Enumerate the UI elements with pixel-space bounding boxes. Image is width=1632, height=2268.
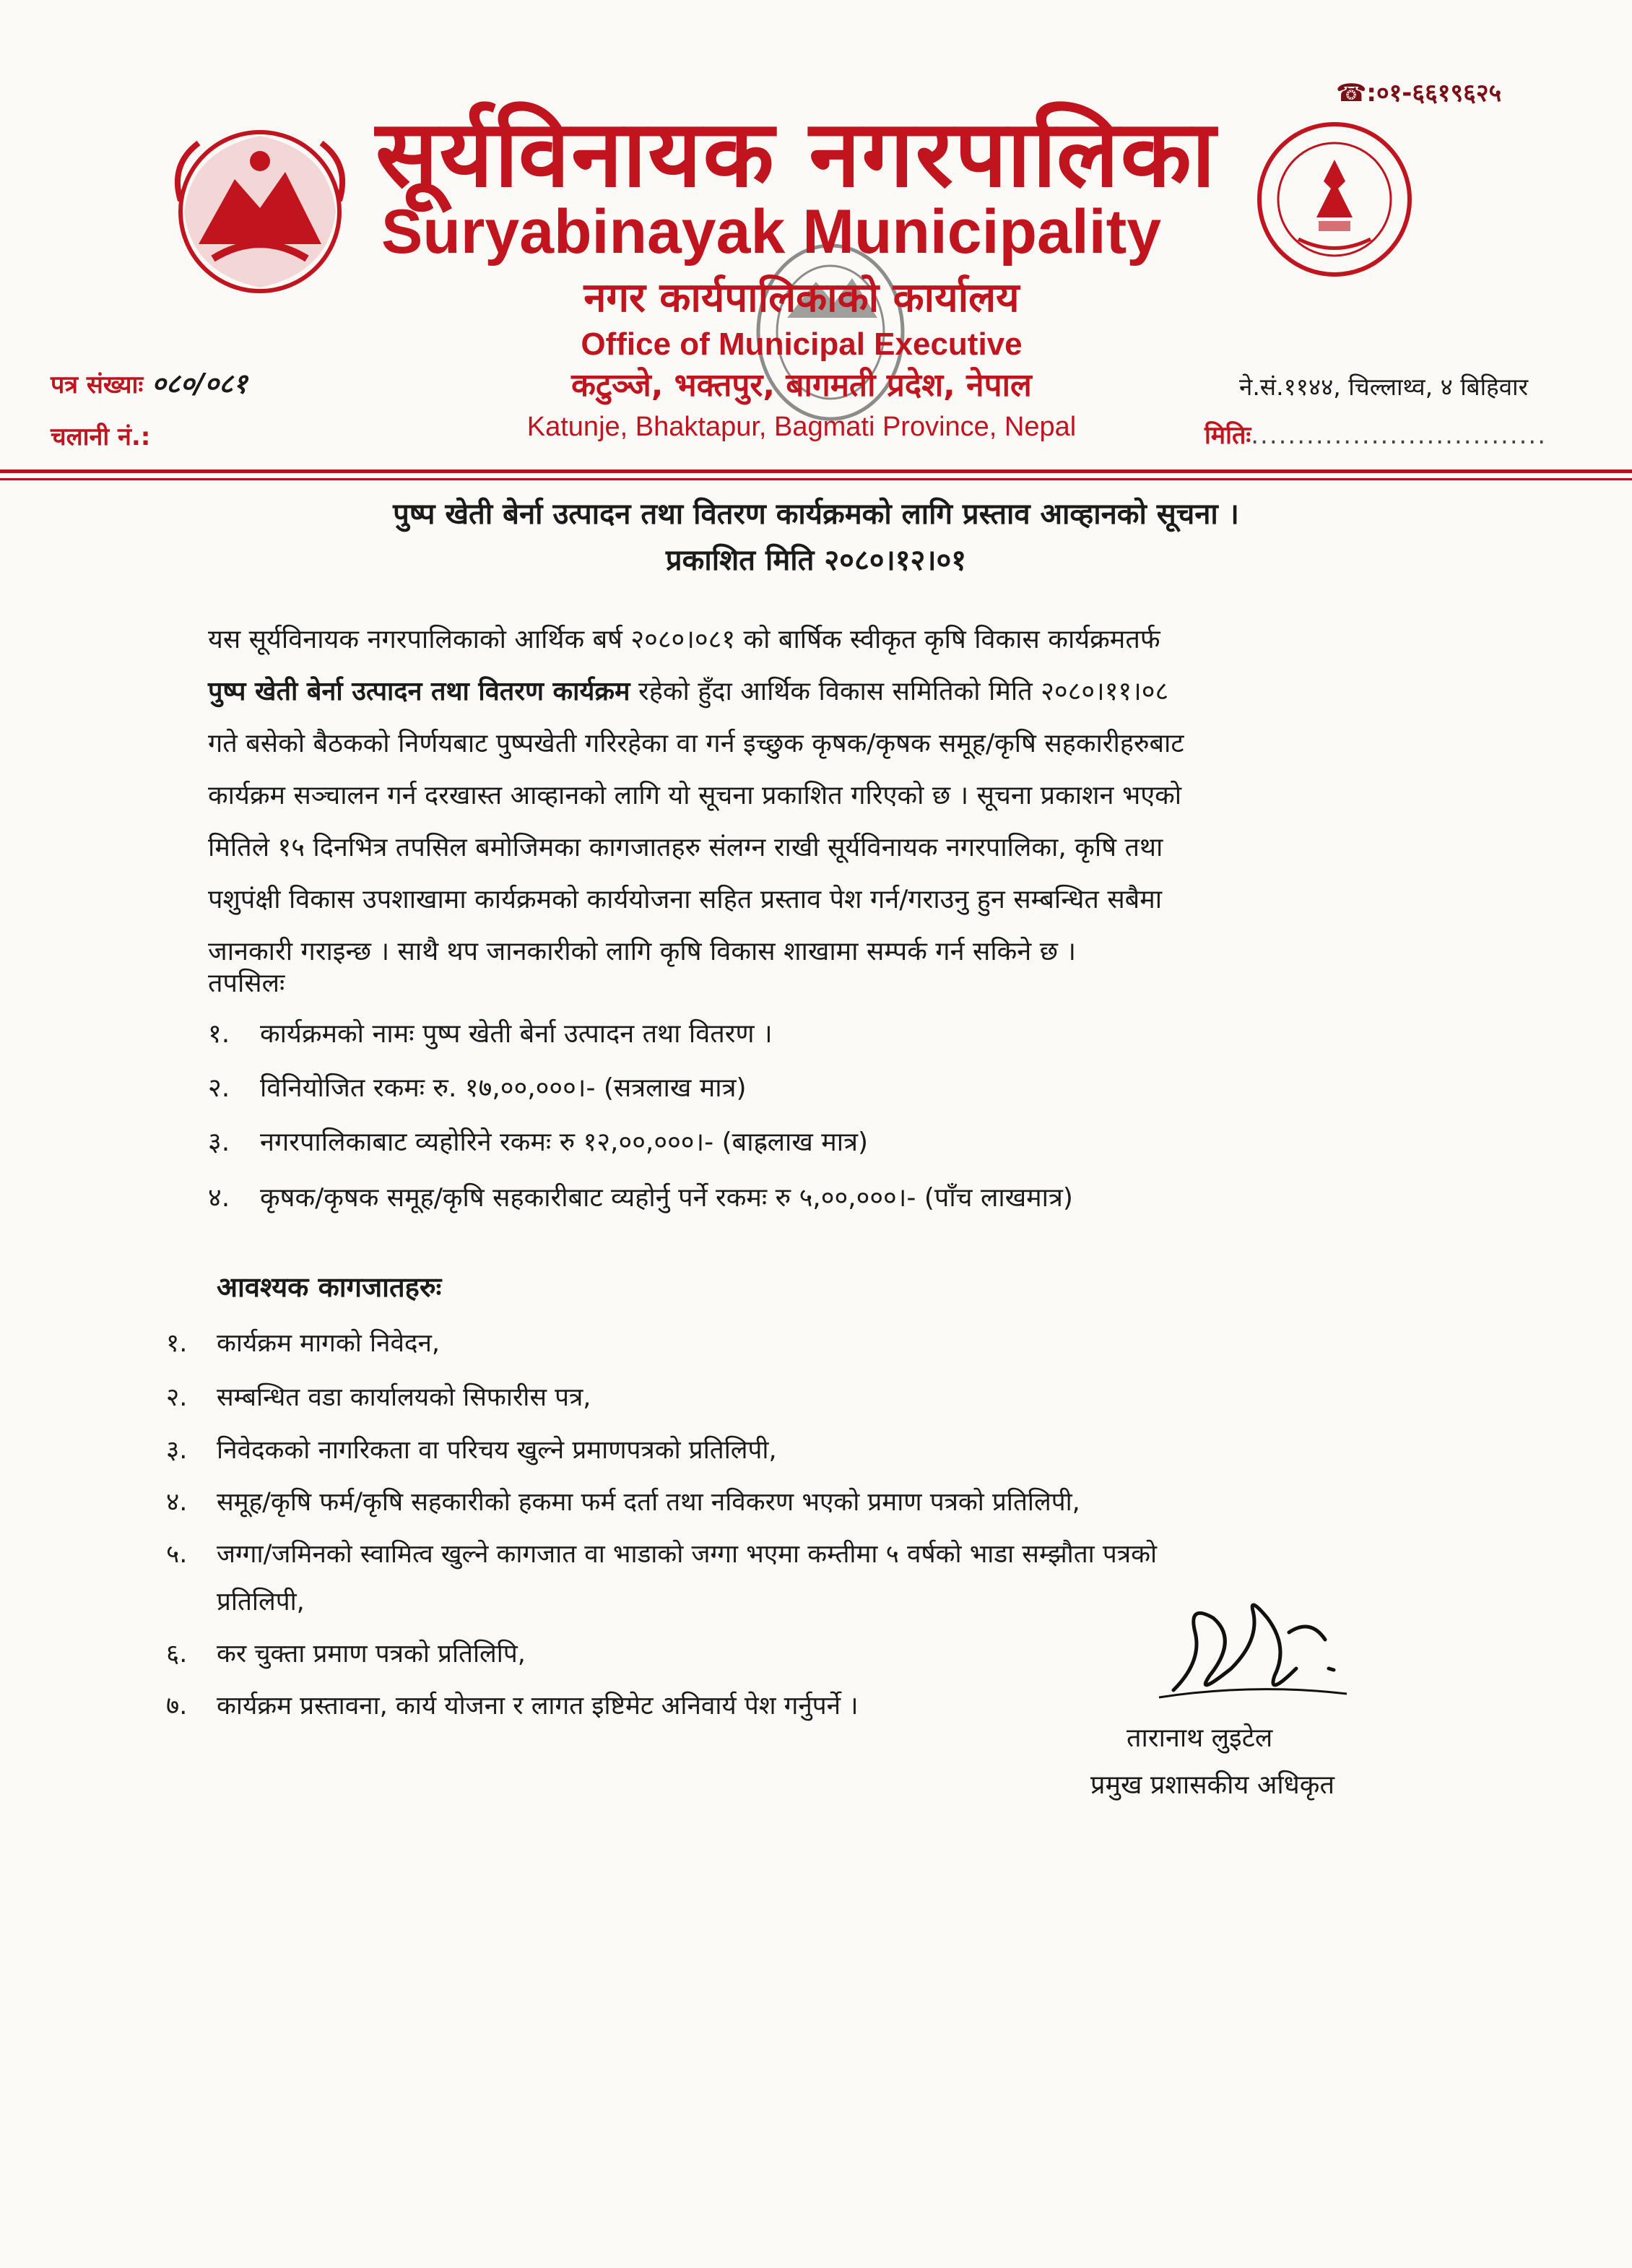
detail-item: ४. कृषक/कृषक समूह/कृषि सहकारीबाट व्यहोर्नु पर्ने रकमः रु ५,००,०००।- (पाँच लाखमात्र) <box>208 1183 1073 1213</box>
body-line: मितिले १५ दिनभित्र तपसिल बमोजिमका कागजातहरु संलग्न राखी सूर्यविनायक नगरपालिका, कृषि तथा <box>208 833 1163 862</box>
body-line: जानकारी गराइन्छ । साथै थप जानकारीको लागि कृषि विकास शाखामा सम्पर्क गर्न सकिने छ । <box>208 937 1077 966</box>
notice-body <box>208 614 1486 978</box>
date-value: ................................ <box>1251 421 1548 450</box>
date-label: मितिः <box>1205 421 1251 450</box>
document-item: ७. कार्यक्रम प्रस्तावना, कार्य योजना र लागत इष्टिमेट अनिवार्य पेश गर्नुपर्ने । <box>166 1692 859 1721</box>
detail-item: १. कार्यक्रमको नामः पुष्प खेती बेर्ना उत्पादन तथा वितरण । <box>208 1019 773 1049</box>
detail-item: २. विनियोजित रकमः रु. १७,००,०००।- (सत्रलाख मात्र) <box>208 1073 747 1103</box>
office-english: Office of Municipal Executive <box>581 326 1023 362</box>
notice-title: पुष्प खेती बेर्ना उत्पादन तथा वितरण कार्यक्रमको लागि प्रस्ताव आव्हानको सूचना । <box>393 498 1239 531</box>
date-field <box>1205 417 1547 451</box>
signature-icon <box>1145 1589 1361 1719</box>
header-divider <box>0 469 1632 473</box>
program-name-bold: पुष्प खेती बेर्ना उत्पादन तथा वितरण कार्यक्रम <box>208 677 630 706</box>
document-item: ५. जग्गा/जमिनको स्वामित्व खुल्ने कागजात वा भाडाको जग्गा भएमा कम्तीमा ५ वर्षको भाडा सम्झौता पत्रको <box>166 1540 1158 1569</box>
body-line: पशुपंक्षी विकास उपशाखामा कार्यक्रमको कार्ययोजना सहित प्रस्ताव पेश गर्न/गराउनु हुन सम्बन्धित सबैमा <box>208 885 1163 914</box>
document-item: २. सम्बन्धित वडा कार्यालयको सिफारीस पत्र, <box>166 1383 591 1412</box>
detail-item: ३. नगरपालिकाबाट व्यहोरिने रकमः रु १२,००,०००।- (बाह्रलाख मात्र) <box>208 1127 869 1157</box>
details-label: तपसिलः <box>208 969 285 998</box>
address-nepali: कटुञ्जे, भक्तपुर, बागमती प्रदेश, नेपाल <box>571 367 1032 404</box>
letter-number-label: पत्र संख्याः <box>51 371 144 399</box>
document-item: १. कार्यक्रम मागको निवेदन, <box>166 1329 440 1358</box>
office-nepali: नगर कार्यपालिकाको कार्यालय <box>583 274 1020 321</box>
dispatch-number-label: चलानी नं.: <box>51 423 151 451</box>
phone-number: ☎:०१-६६१९६२५ <box>1336 79 1502 108</box>
signatory-post: प्रमुख प्रशासकीय अधिकृत <box>1090 1770 1334 1800</box>
document-item: ३. निवेदकको नागरिकता वा परिचय खुल्ने प्रमाणपत्रको प्रतिलिपी, <box>166 1436 777 1465</box>
nepal-emblem-icon <box>170 121 350 302</box>
body-line: गते बसेको बैठकको निर्णयबाट पुष्पखेती गरिरहेका वा गर्न इच्छुक कृषक/कृषक समूह/कृषि सहकारीहरुबाट <box>208 729 1184 758</box>
header-divider-thin <box>0 478 1632 480</box>
letter-number-value: ०८०/०८१ <box>152 368 248 399</box>
nepal-sambat-date: ने.सं.११४४, चिल्लाथ्व, ४ बिहिवार <box>1239 373 1529 401</box>
address-english: Katunje, Bhaktapur, Bagmati Province, Nepal <box>526 412 1077 442</box>
required-documents-label: आवश्यक कागजातहरुः <box>217 1271 442 1303</box>
letter-number <box>51 370 247 397</box>
document-item: प्रतिलिपी, <box>217 1588 305 1616</box>
document-item: ६. कर चुक्ता प्रमाण पत्रको प्रतिलिपि, <box>166 1640 526 1668</box>
title-english: Suryabinayak Municipality <box>381 197 1162 267</box>
notice-heading <box>0 491 1632 584</box>
published-date: प्रकाशित मिति २०८०।१२।०१ <box>665 544 967 577</box>
municipality-seal-icon <box>1255 120 1414 279</box>
document-item: ४. समूह/कृषि फर्म/कृषि सहकारीको हकमा फर्म दर्ता तथा नविकरण भएको प्रमाण पत्रको प्रतिलिपी, <box>166 1488 1080 1517</box>
body-line: पुष्प खेती बेर्ना उत्पादन तथा वितरण कार्यक्रम रहेको हुँदा आर्थिक विकास समितिको मिति २०८०।११।०८ <box>208 677 1169 706</box>
body-line: यस सूर्यविनायक नगरपालिकाको आर्थिक बर्ष २०८०।०८१ को बार्षिक स्वीकृत कृषि विकास कार्यक्रमतर्फ <box>208 625 1160 654</box>
signatory-name: तारानाथ लुइटेल <box>1127 1723 1273 1753</box>
body-line: कार्यक्रम सञ्चालन गर्न दरखास्त आव्हानको लागि यो सूचना प्रकाशित गरिएको छ । सूचना प्रकाशन भएको <box>208 781 1182 810</box>
title-nepali: सूर्यविनायक नगरपालिका <box>376 100 1218 208</box>
